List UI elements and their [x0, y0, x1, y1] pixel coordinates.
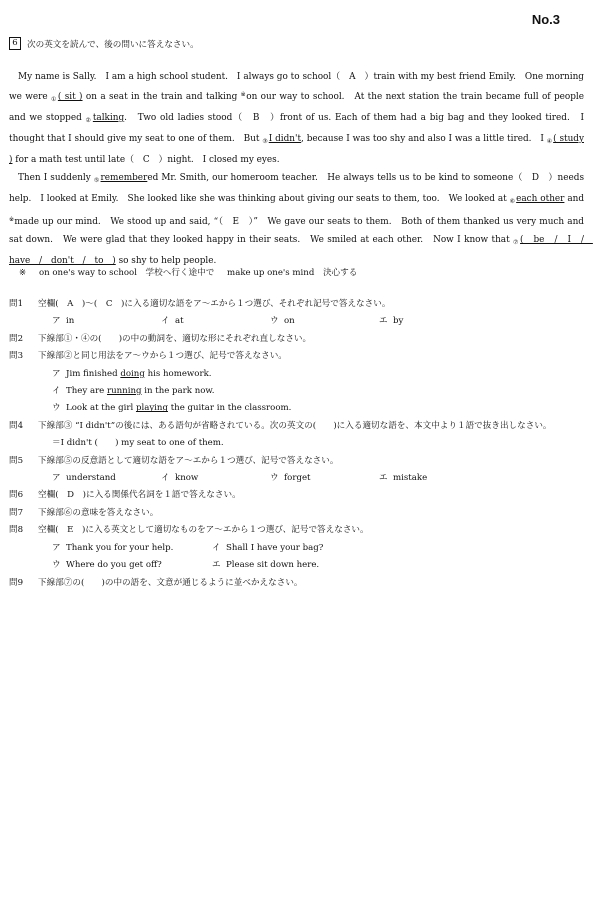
- option-text: in: [66, 316, 75, 327]
- text-span: . Two old ladies stood（ B ）front of us. Each of them had a big bag and they looked tired. I thought that I should give my seat to one of them. But: [9, 113, 584, 144]
- underline-2: talking: [92, 113, 125, 123]
- vocabulary-notes: [19, 266, 367, 278]
- reading-passage: [9, 68, 593, 270]
- question-number: 問9: [9, 577, 24, 588]
- option-text: by: [393, 316, 404, 327]
- option-text: Jim finished: [66, 368, 118, 379]
- paragraph-1: [9, 68, 584, 169]
- note-item: on one's way to school 学校へ行く途中で: [38, 268, 215, 278]
- options-q1: [9, 313, 584, 330]
- underline-5: remember: [100, 173, 148, 183]
- option-key: エ: [212, 560, 221, 571]
- marker-4: ④: [546, 138, 553, 145]
- text-span: ed Mr. Smith, our homeroom teacher. He always tells us to be kind to someone（ D ）needs help. I looked at Emily. She looked like she was thinking about giving our seats to them, too. We looked at: [9, 173, 584, 204]
- underline-6: each other: [516, 194, 565, 204]
- option-line: [9, 383, 584, 400]
- question-number: 問1: [9, 299, 24, 309]
- paragraph-2: [9, 169, 593, 270]
- options-q5: [9, 470, 584, 487]
- text-span: on our way to school. At the next station the train became full of people and we stopped: [9, 92, 585, 123]
- question-5: [9, 453, 584, 470]
- option-text: They are: [66, 386, 105, 397]
- option-text: the guitar in the classroom.: [170, 403, 292, 414]
- option-key: ア: [52, 368, 61, 379]
- option-text: forget: [284, 473, 311, 484]
- option-text: Shall I have your bag?: [226, 542, 324, 553]
- question-number: 問5: [9, 455, 24, 466]
- marker-5: ⑤: [93, 177, 100, 184]
- question-7: [9, 505, 584, 522]
- option-text: mistake: [393, 473, 428, 484]
- question-4: [9, 418, 584, 435]
- option-underline: playing: [135, 403, 168, 414]
- question-text: 空欄( E )に入る英文として適切なものをア～エから１つ選び、記号で答えなさい。: [38, 525, 369, 536]
- question-text: 下線部②と同じ用法をア～ウから１つ選び、記号で答えなさい。: [38, 351, 287, 362]
- option-key: エ: [379, 473, 388, 484]
- option-key: ウ: [52, 560, 61, 571]
- marker-2: ②: [85, 117, 92, 124]
- note-mark: ※: [9, 216, 15, 223]
- text-span: and: [564, 194, 585, 204]
- text-span: for a math test until late（ C ）night. I closed my eyes.: [12, 155, 280, 165]
- option-line: [9, 400, 584, 417]
- option-text: on: [284, 316, 295, 327]
- underline-4: ( study ): [9, 134, 584, 165]
- marker-1: ①: [50, 96, 57, 103]
- question-number: 問4: [9, 420, 24, 431]
- option-key: ウ: [270, 473, 279, 484]
- options-q8-row-1: [9, 540, 584, 557]
- question-text: 下線部⑤の反意語として適切な語をア～エから１つ選び、記号で答えなさい。: [38, 455, 339, 466]
- question-number: 問7: [9, 507, 24, 518]
- option-key: イ: [52, 386, 61, 397]
- option-text: at: [175, 316, 184, 327]
- text-span: so shy to help people.: [115, 256, 217, 266]
- question-list: [9, 296, 584, 592]
- note-mark: ※: [240, 91, 247, 98]
- option-text: his homework.: [147, 368, 212, 379]
- text-span: My name is Sally. I am a high school student. I always go to school（ A ）train with my best friend Emily. One morning we were: [9, 72, 584, 102]
- option-text: Where do you get off?: [66, 560, 162, 571]
- section-instruction: 次の英文を読んで、後の問いに答えなさい。: [27, 39, 199, 50]
- marker-6: ⑥: [509, 198, 516, 205]
- option-underline: running: [107, 386, 142, 397]
- text-span: Then I suddenly: [18, 173, 94, 183]
- options-q8-row-2: [9, 557, 584, 574]
- question-number: 問6: [9, 490, 24, 501]
- option-key: イ: [161, 316, 170, 327]
- underline-7: ( be / I / have / don't / to ): [9, 235, 593, 266]
- marker-3: ③: [262, 138, 268, 145]
- question-number: 問2: [9, 333, 24, 344]
- option-line: [9, 366, 584, 383]
- option-text: in the park now.: [144, 386, 215, 397]
- question-text: 空欄( A )～( C )に入る適切な語をア～エから１つ選び、それぞれ記号で答えなさい。: [38, 299, 391, 309]
- question-number: 問8: [9, 525, 24, 536]
- question-6: [9, 487, 584, 504]
- text-span: , because I was too shy and also I was a little tired. I: [301, 134, 547, 144]
- option-key: ウ: [52, 403, 61, 414]
- option-text: Look at the girl: [66, 403, 134, 414]
- question-text: 空欄( D )に入る関係代名詞を１語で答えなさい。: [38, 490, 241, 501]
- option-text: Please sit down here.: [226, 560, 320, 571]
- text-span: on a seat in the train and talking: [82, 92, 241, 102]
- option-key: イ: [212, 542, 221, 553]
- question-number: 問3: [9, 351, 24, 362]
- page-number: No.3: [531, 12, 560, 27]
- option-key: ウ: [270, 316, 279, 327]
- question-text: 下線部①・④の( )の中の動詞を、適切な形にそれぞれ直しなさい。: [38, 333, 312, 344]
- option-key: ア: [52, 316, 61, 327]
- underline-1: ( sit ): [57, 92, 83, 102]
- option-text: Thank you for your help.: [66, 542, 174, 553]
- question-9: [9, 575, 584, 592]
- marker-7: ⑦: [513, 239, 520, 246]
- question-2: [9, 331, 584, 348]
- option-underline: doing: [120, 368, 145, 379]
- fill-in-sentence: ＝I didn't ( ) my seat to one of them.: [52, 438, 224, 449]
- section-number: 6: [9, 37, 21, 50]
- note-item: make up one's mind 決心する: [227, 268, 358, 278]
- section-header: [9, 37, 199, 50]
- option-key: イ: [161, 473, 170, 484]
- question-1: [9, 296, 584, 313]
- option-key: ア: [52, 542, 61, 553]
- option-text: understand: [66, 473, 116, 484]
- question-3: [9, 348, 584, 365]
- note-mark: ※: [19, 268, 27, 278]
- question-text: 下線部⑦の( )の中の語を、文意が通じるように並べかえなさい。: [38, 577, 303, 588]
- question-4-sentence: [9, 435, 584, 452]
- question-text: 下線部③ “I didn't”の後には、ある語句が省略されている。次の英文の( )に入る適切な語を、本文中より１語で抜き出しなさい。: [38, 420, 552, 431]
- option-text: know: [175, 473, 199, 484]
- text-span: made up our mind. We stood up and said, “（ E ）” We gave our seats to them. Both of them thanked us very much and sat down. We were glad that they looked happy in their seats. We smiled at each other. Now I know that: [9, 217, 584, 245]
- option-key: エ: [379, 316, 388, 327]
- underline-3: I didn't: [268, 134, 302, 144]
- question-8: [9, 522, 584, 539]
- option-key: ア: [52, 473, 61, 484]
- question-text: 下線部⑥の意味を答えなさい。: [38, 507, 159, 518]
